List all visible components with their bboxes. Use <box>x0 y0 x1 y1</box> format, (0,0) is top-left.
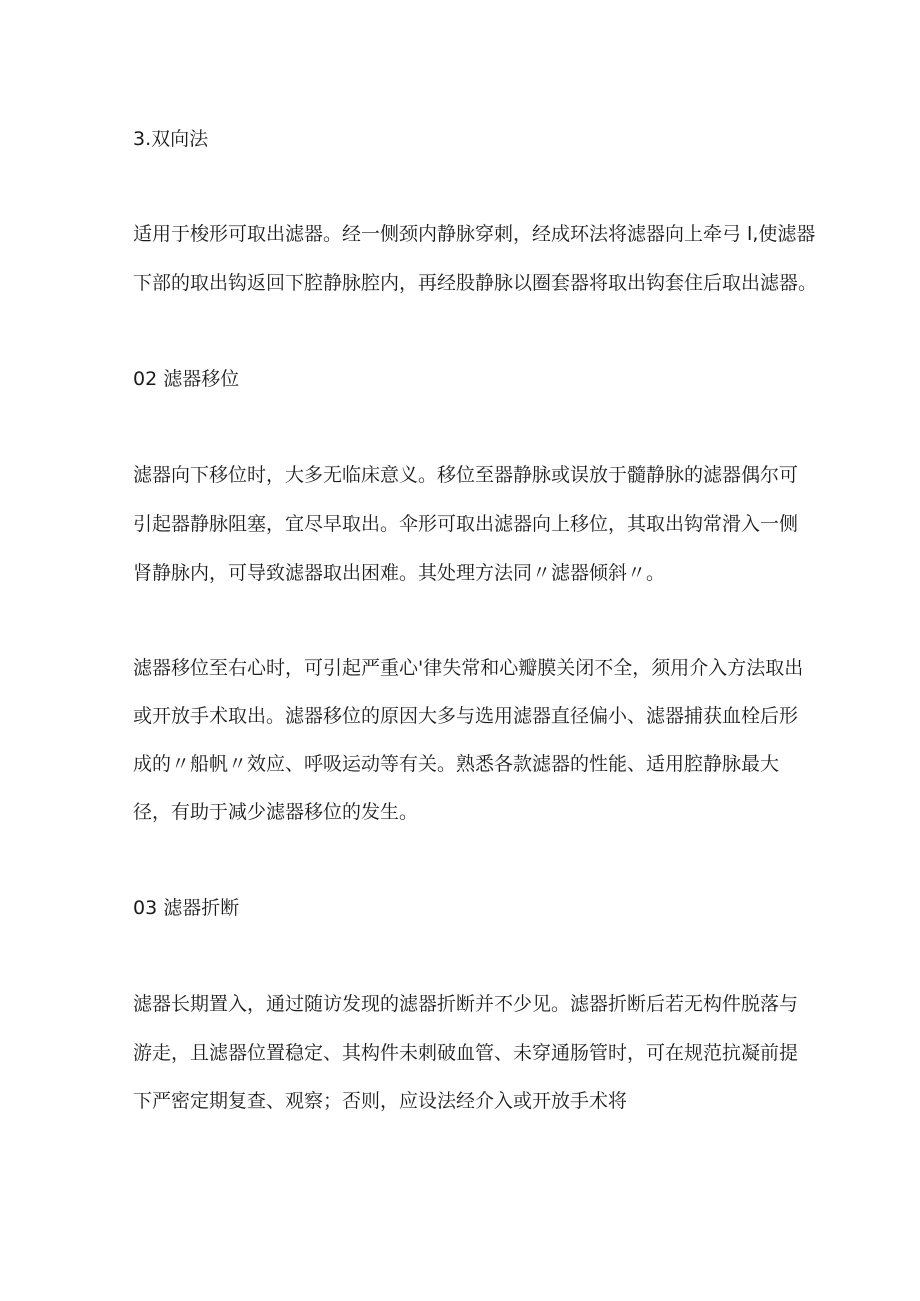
paragraph-line: 适用于梭形可取出滤器。经一侧颈内静脉穿刺，经成环法将滤器向上牵弓 l,使滤器 <box>133 223 816 245</box>
paragraph-line: 下部的取出钩返回下腔静脉腔内，再经股静脉以圈套器将取出钩套住后取出滤器。 <box>133 272 818 294</box>
paragraph-line: 游走，且滤器位置稳定、其构件未刺破血管、未穿通肠管时，可在规范抗凝前提 <box>133 1042 799 1064</box>
paragraph-line: 滤器向下移位时，大多无临床意义。移位至器静脉或误放于髓静脉的滤器偶尔可 <box>133 464 799 486</box>
section-heading-filter-migration: 02 滤器移位 <box>133 368 240 390</box>
paragraph-line: 引起器静脉阻塞，宜尽早取出。伞形可取出滤器向上移位，其取出钩常滑入一侧 <box>133 513 799 535</box>
paragraph-line: 下严密定期复查、观察；否则，应设法经介入或开放手术将 <box>133 1090 628 1112</box>
paragraph-line: 滤器移位至右心时，可引起严重心'律失常和心瓣膜关闭不全，须用介入方法取出 <box>133 657 804 679</box>
section-heading-bidirectional-method: 3.双向法 <box>133 128 209 150</box>
section-heading-filter-fracture: 03 滤器折断 <box>133 897 240 919</box>
paragraph-line: 滤器长期置入，通过随访发现的滤器折断并不少见。滤器折断后若无构件脱落与 <box>133 993 799 1015</box>
paragraph-line: 成的〃船帆〃效应、呼吸运动等有关。熟悉各款滤器的性能、适用腔静脉最大 <box>133 753 780 775</box>
paragraph-line: 肾静脉内，可导致滤器取出困难。其处理方法同〃滤器倾斜〃。 <box>133 562 666 584</box>
paragraph-line: 径，有助于减少滤器移位的发生。 <box>133 801 419 823</box>
paragraph-line: 或开放手术取出。滤器移位的原因大多与选用滤器直径偏小、滤器捕获血栓后形 <box>133 705 799 727</box>
